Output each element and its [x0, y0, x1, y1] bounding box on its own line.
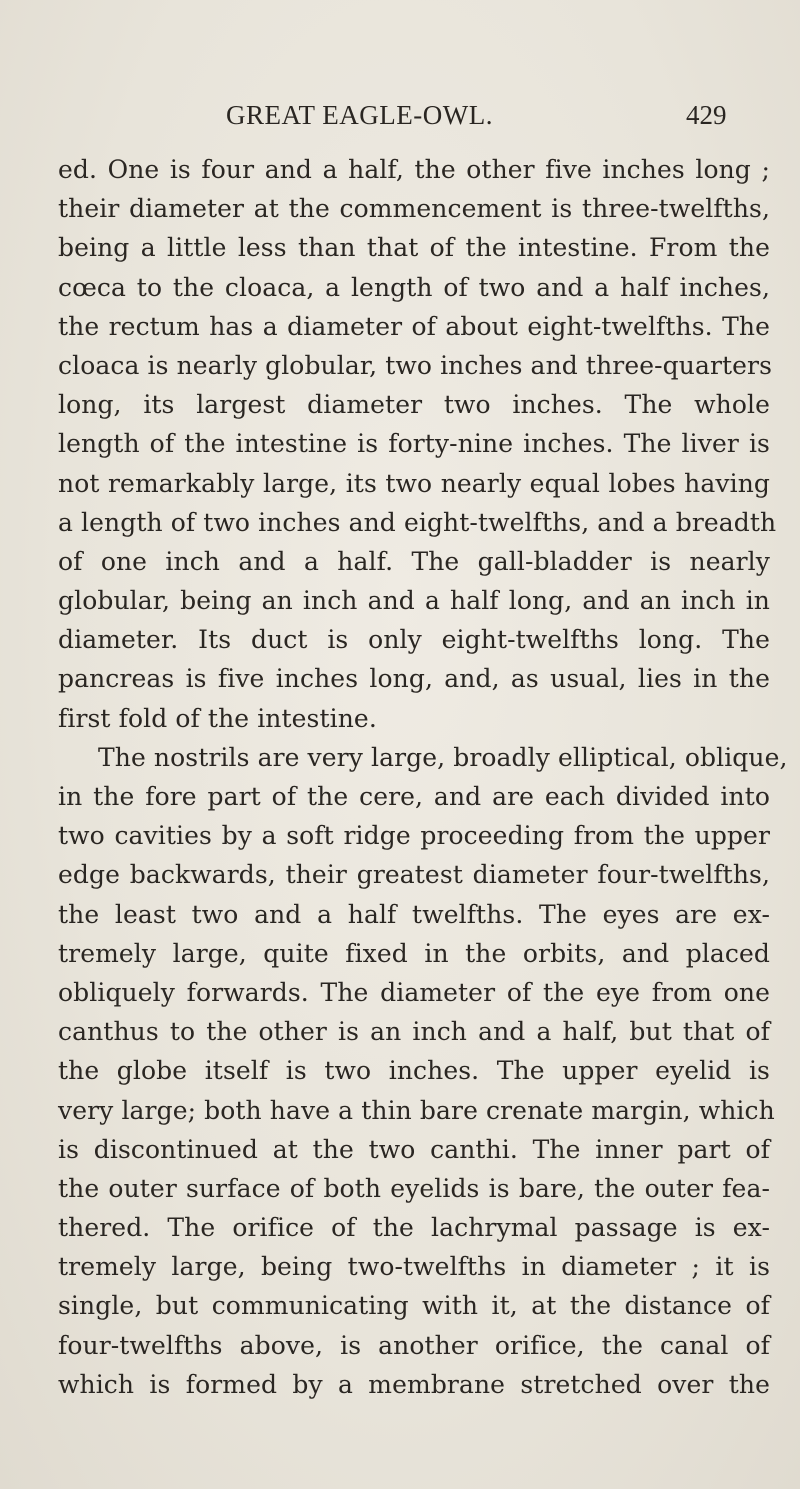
text-line: which is formed by a membrane stretched over the — [58, 1369, 770, 1399]
paragraph-start-line: The nostrils are very large, broadly elliptical, oblique, — [98, 742, 788, 772]
text-line: cœca to the cloaca, a length of two and a half inches, — [58, 272, 770, 302]
text-line: length of the intestine is forty-nine inches. The liver is — [58, 429, 770, 459]
text-line: is discontinued at the two canthi. The inner part of — [58, 1134, 770, 1164]
text-line: their diameter at the commencement is three-twelfths, — [58, 194, 770, 224]
body-text — [58, 150, 788, 1404]
text-line: the outer surface of both eyelids is bare, the outer fea- — [58, 1173, 770, 1203]
text-line: being a little less than that of the intestine. From the — [58, 233, 770, 263]
text-line: long, its largest diameter two inches. The whole — [58, 390, 770, 420]
text-line: pancreas is five inches long, and, as usual, lies in the — [58, 664, 770, 694]
text-line: first fold of the intestine. — [58, 703, 377, 733]
text-line: cloaca is nearly globular, two inches and three-quarters — [58, 350, 773, 380]
text-line: globular, being an inch and a half long, and an inch in — [58, 586, 770, 616]
text-line: of one inch and a half. The gall-bladder is nearly — [58, 546, 770, 576]
text-line: a length of two inches and eight-twelfths, and a breadth — [58, 507, 777, 537]
text-line: thered. The orifice of the lachrymal passage is ex- — [58, 1213, 770, 1243]
text-line: tremely large, being two-twelfths in diameter ; it is — [58, 1252, 770, 1282]
text-line: the least two and a half twelfths. The eyes are ex- — [58, 899, 770, 929]
text-line: obliquely forwards. The diameter of the eye from one — [58, 977, 770, 1007]
text-line: two cavities by a soft ridge proceeding from the upper — [58, 821, 770, 851]
text-line: edge backwards, their greatest diameter four-twelfths, — [58, 860, 770, 890]
text-line: tremely large, quite fixed in the orbits, and placed — [58, 938, 770, 968]
text-line: the rectum has a diameter of about eight-twelfths. The — [58, 311, 770, 341]
text-line: single, but communicating with it, at the distance of — [58, 1291, 770, 1321]
text-line: four-twelfths above, is another orifice, the canal of — [58, 1330, 770, 1360]
running-title: GREAT EAGLE-OWL. — [226, 100, 493, 130]
text-line: ed. One is four and a half, the other five inches long ; — [58, 155, 770, 184]
text-line: in the fore part of the cere, and are each divided into — [58, 782, 770, 811]
text-line: very large; both have a thin bare crenate margin, which — [58, 1095, 775, 1125]
page-number: 429 — [686, 100, 727, 130]
text-line: the globe itself is two inches. The upper eyelid is — [58, 1056, 770, 1086]
page-header — [0, 100, 800, 140]
text-line: canthus to the other is an inch and a half, but that of — [58, 1017, 770, 1047]
text-line: not remarkably large, its two nearly equal lobes having — [58, 468, 770, 498]
text-line: diameter. Its duct is only eight-twelfths long. The — [58, 625, 770, 655]
